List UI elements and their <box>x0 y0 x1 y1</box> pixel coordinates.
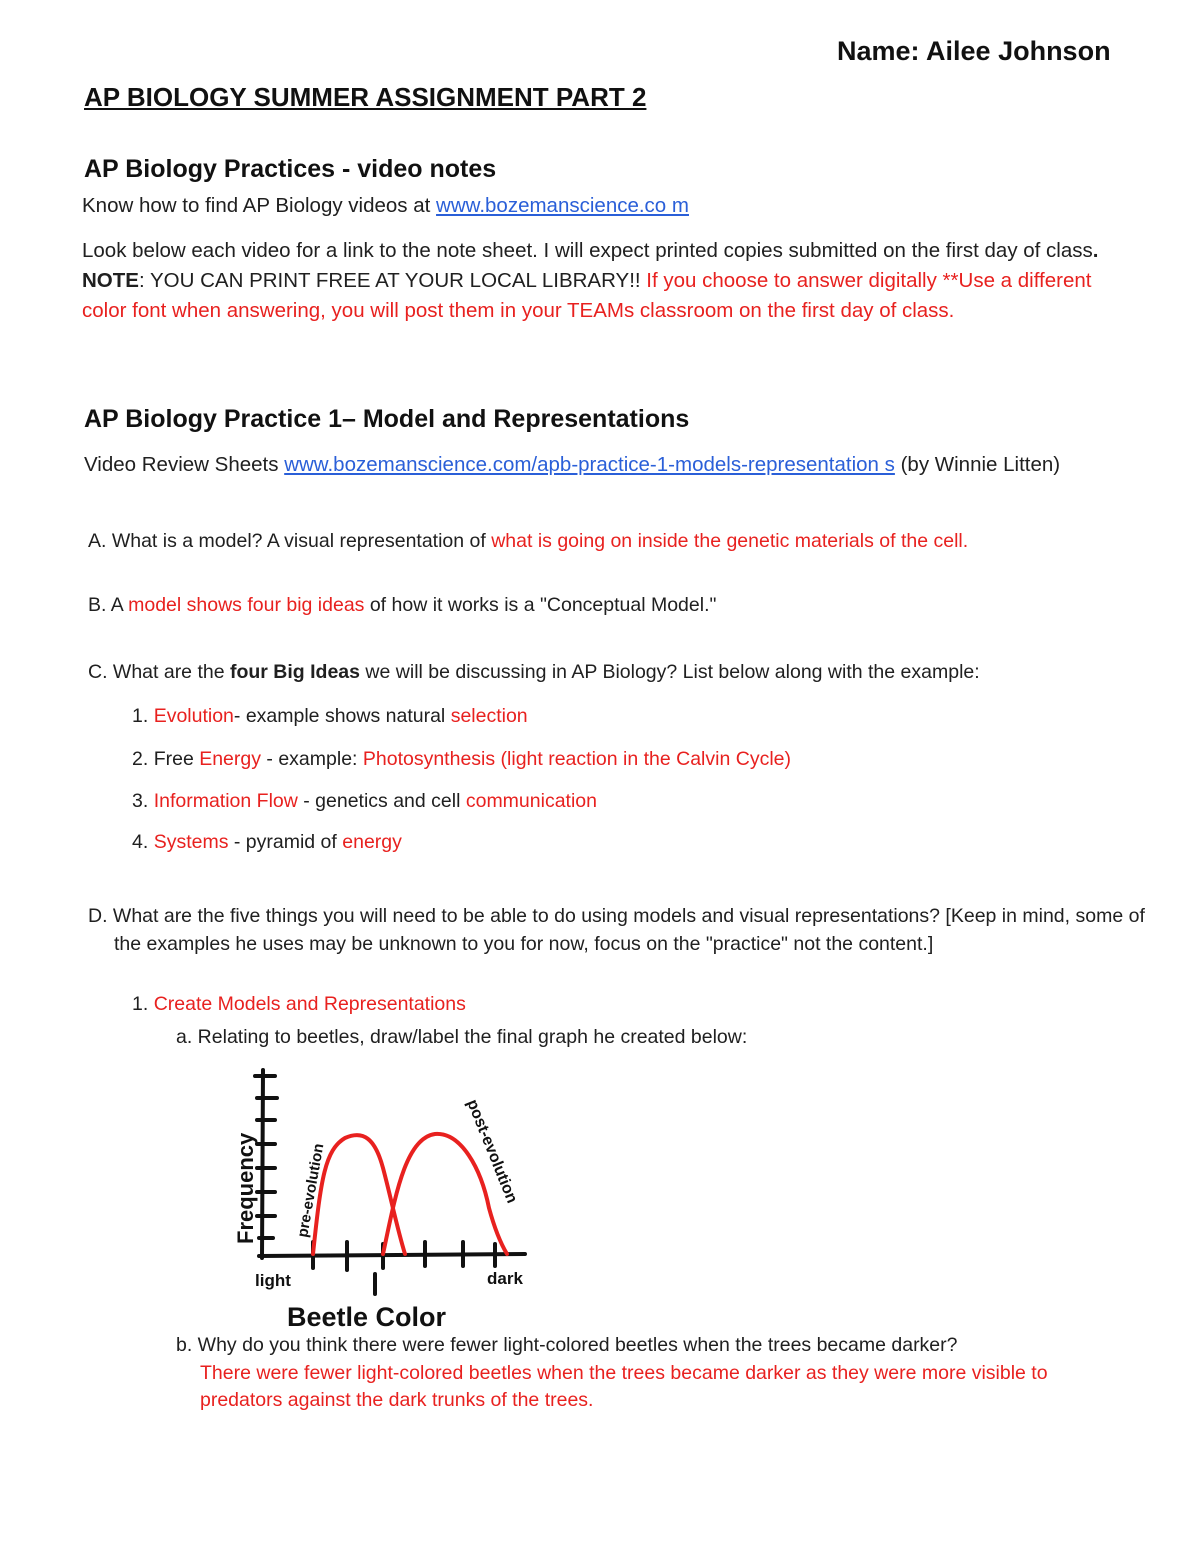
student-name: Name: Ailee Johnson <box>837 36 1111 66</box>
assignment-title: AP BIOLOGY SUMMER ASSIGNMENT PART 2 <box>84 82 647 112</box>
question-c-bold: four Big Ideas <box>229 661 361 683</box>
section-heading-practice-1: AP Biology Practice 1– Model and Representations <box>84 405 690 433</box>
post-evolution-label: post-evolution <box>463 1097 521 1206</box>
practice-item-1 <box>132 993 466 1016</box>
know-prefix: Know how to find AP Biology videos at <box>82 194 437 217</box>
question-b-prefix: B. A <box>88 594 129 616</box>
question-b <box>88 594 716 617</box>
list-number: 4. <box>132 831 154 853</box>
big-idea-item-2 <box>132 748 791 771</box>
x-axis <box>259 1254 525 1256</box>
instructions-dot: . <box>1092 239 1099 262</box>
list-number: 1. <box>132 993 154 1015</box>
question-a <box>88 530 968 553</box>
y-axis-ticks <box>255 1076 277 1238</box>
bozeman-link[interactable]: www.bozemanscience.co m <box>436 194 689 217</box>
instructions-paragraph <box>82 236 1122 326</box>
list-number: 3. <box>132 790 154 812</box>
review-suffix: (by Winnie Litten) <box>894 453 1061 476</box>
big-idea-item-4 <box>132 831 402 854</box>
question-a-text: A. What is a model? A visual representation of <box>88 530 492 552</box>
question-c-suffix: we will be discussing in AP Biology? List below along with the example: <box>360 661 980 683</box>
review-prefix: Video Review Sheets <box>84 453 285 476</box>
big-idea-item-3 <box>132 790 597 813</box>
question-c-prefix: C. What are the <box>88 661 230 683</box>
big-idea-text: - pyramid of <box>228 831 343 853</box>
note-label: NOTE <box>82 269 139 292</box>
question-b-suffix: of how it works is a "Conceptual Model." <box>364 594 717 616</box>
big-idea-item-1 <box>132 705 528 728</box>
question-c <box>88 661 980 684</box>
pre-evolution-curve <box>313 1135 405 1254</box>
library-note: : YOU CAN PRINT FREE AT YOUR LOCAL LIBRARY!! <box>138 269 641 292</box>
instructions-text: Look below each video for a link to the note sheet. I will expect printed copies submitted on the first day of class <box>82 239 1093 262</box>
sub-question-a: a. Relating to beetles, draw/label the final graph he created below: <box>176 1026 748 1048</box>
digital-answer-note: If you choose to answer digitally **Use a different color font when answering, you will post them in your TEAMs classroom on the first day of class. <box>82 269 1092 322</box>
know-line <box>82 194 689 218</box>
x-axis-label: Beetle Color <box>287 1302 447 1332</box>
practice-item-1-answer: Create Models and Representations <box>153 993 466 1015</box>
big-idea-text: - example shows natural <box>233 705 451 727</box>
big-idea-text: - example: <box>261 748 363 770</box>
sub-question-b: b. Why do you think there were fewer light-colored beetles when the trees became darker? <box>176 1334 958 1356</box>
big-idea-example: Photosynthesis (light reaction in the Calvin Cycle) <box>362 748 791 770</box>
beetle-graph-sketch <box>225 1058 570 1338</box>
list-number: 2. <box>132 748 154 770</box>
big-idea-name: Information Flow <box>153 790 298 812</box>
question-d: D. What are the five things you will need to be able to do using models and visual representations? [Keep in mind, some of the examples he uses may be unknown to you for now, focus on the "practice" not the content.] <box>88 905 1145 955</box>
section-heading-video-notes: AP Biology Practices - video notes <box>84 155 497 183</box>
big-idea-name: Energy <box>199 748 261 770</box>
big-idea-name: Evolution <box>153 705 234 727</box>
big-idea-text: - genetics and cell <box>297 790 466 812</box>
pre-evolution-label: pre-evolution <box>294 1142 328 1239</box>
x-tick-dark: dark <box>487 1269 523 1288</box>
big-idea-name: Systems <box>153 831 229 853</box>
big-idea-prefix: Free <box>153 748 200 770</box>
question-a-answer: what is going on inside the genetic materials of the cell. <box>491 530 969 552</box>
big-idea-example: selection <box>450 705 528 727</box>
big-idea-example: energy <box>342 831 402 853</box>
review-sheets-line <box>84 453 1060 477</box>
big-idea-example: communication <box>465 790 597 812</box>
review-sheet-link[interactable]: www.bozemanscience.com/apb-practice-1-models-representation s <box>284 453 895 476</box>
x-tick-light: light <box>255 1271 291 1290</box>
question-b-answer: model shows four big ideas <box>128 594 365 616</box>
sub-question-b-answer: There were fewer light-colored beetles when the trees became darker as they were more visible to predators against the dark trunks of the trees. <box>200 1362 1048 1411</box>
list-number: 1. <box>132 705 154 727</box>
y-axis-label: Frequency <box>233 1132 258 1244</box>
